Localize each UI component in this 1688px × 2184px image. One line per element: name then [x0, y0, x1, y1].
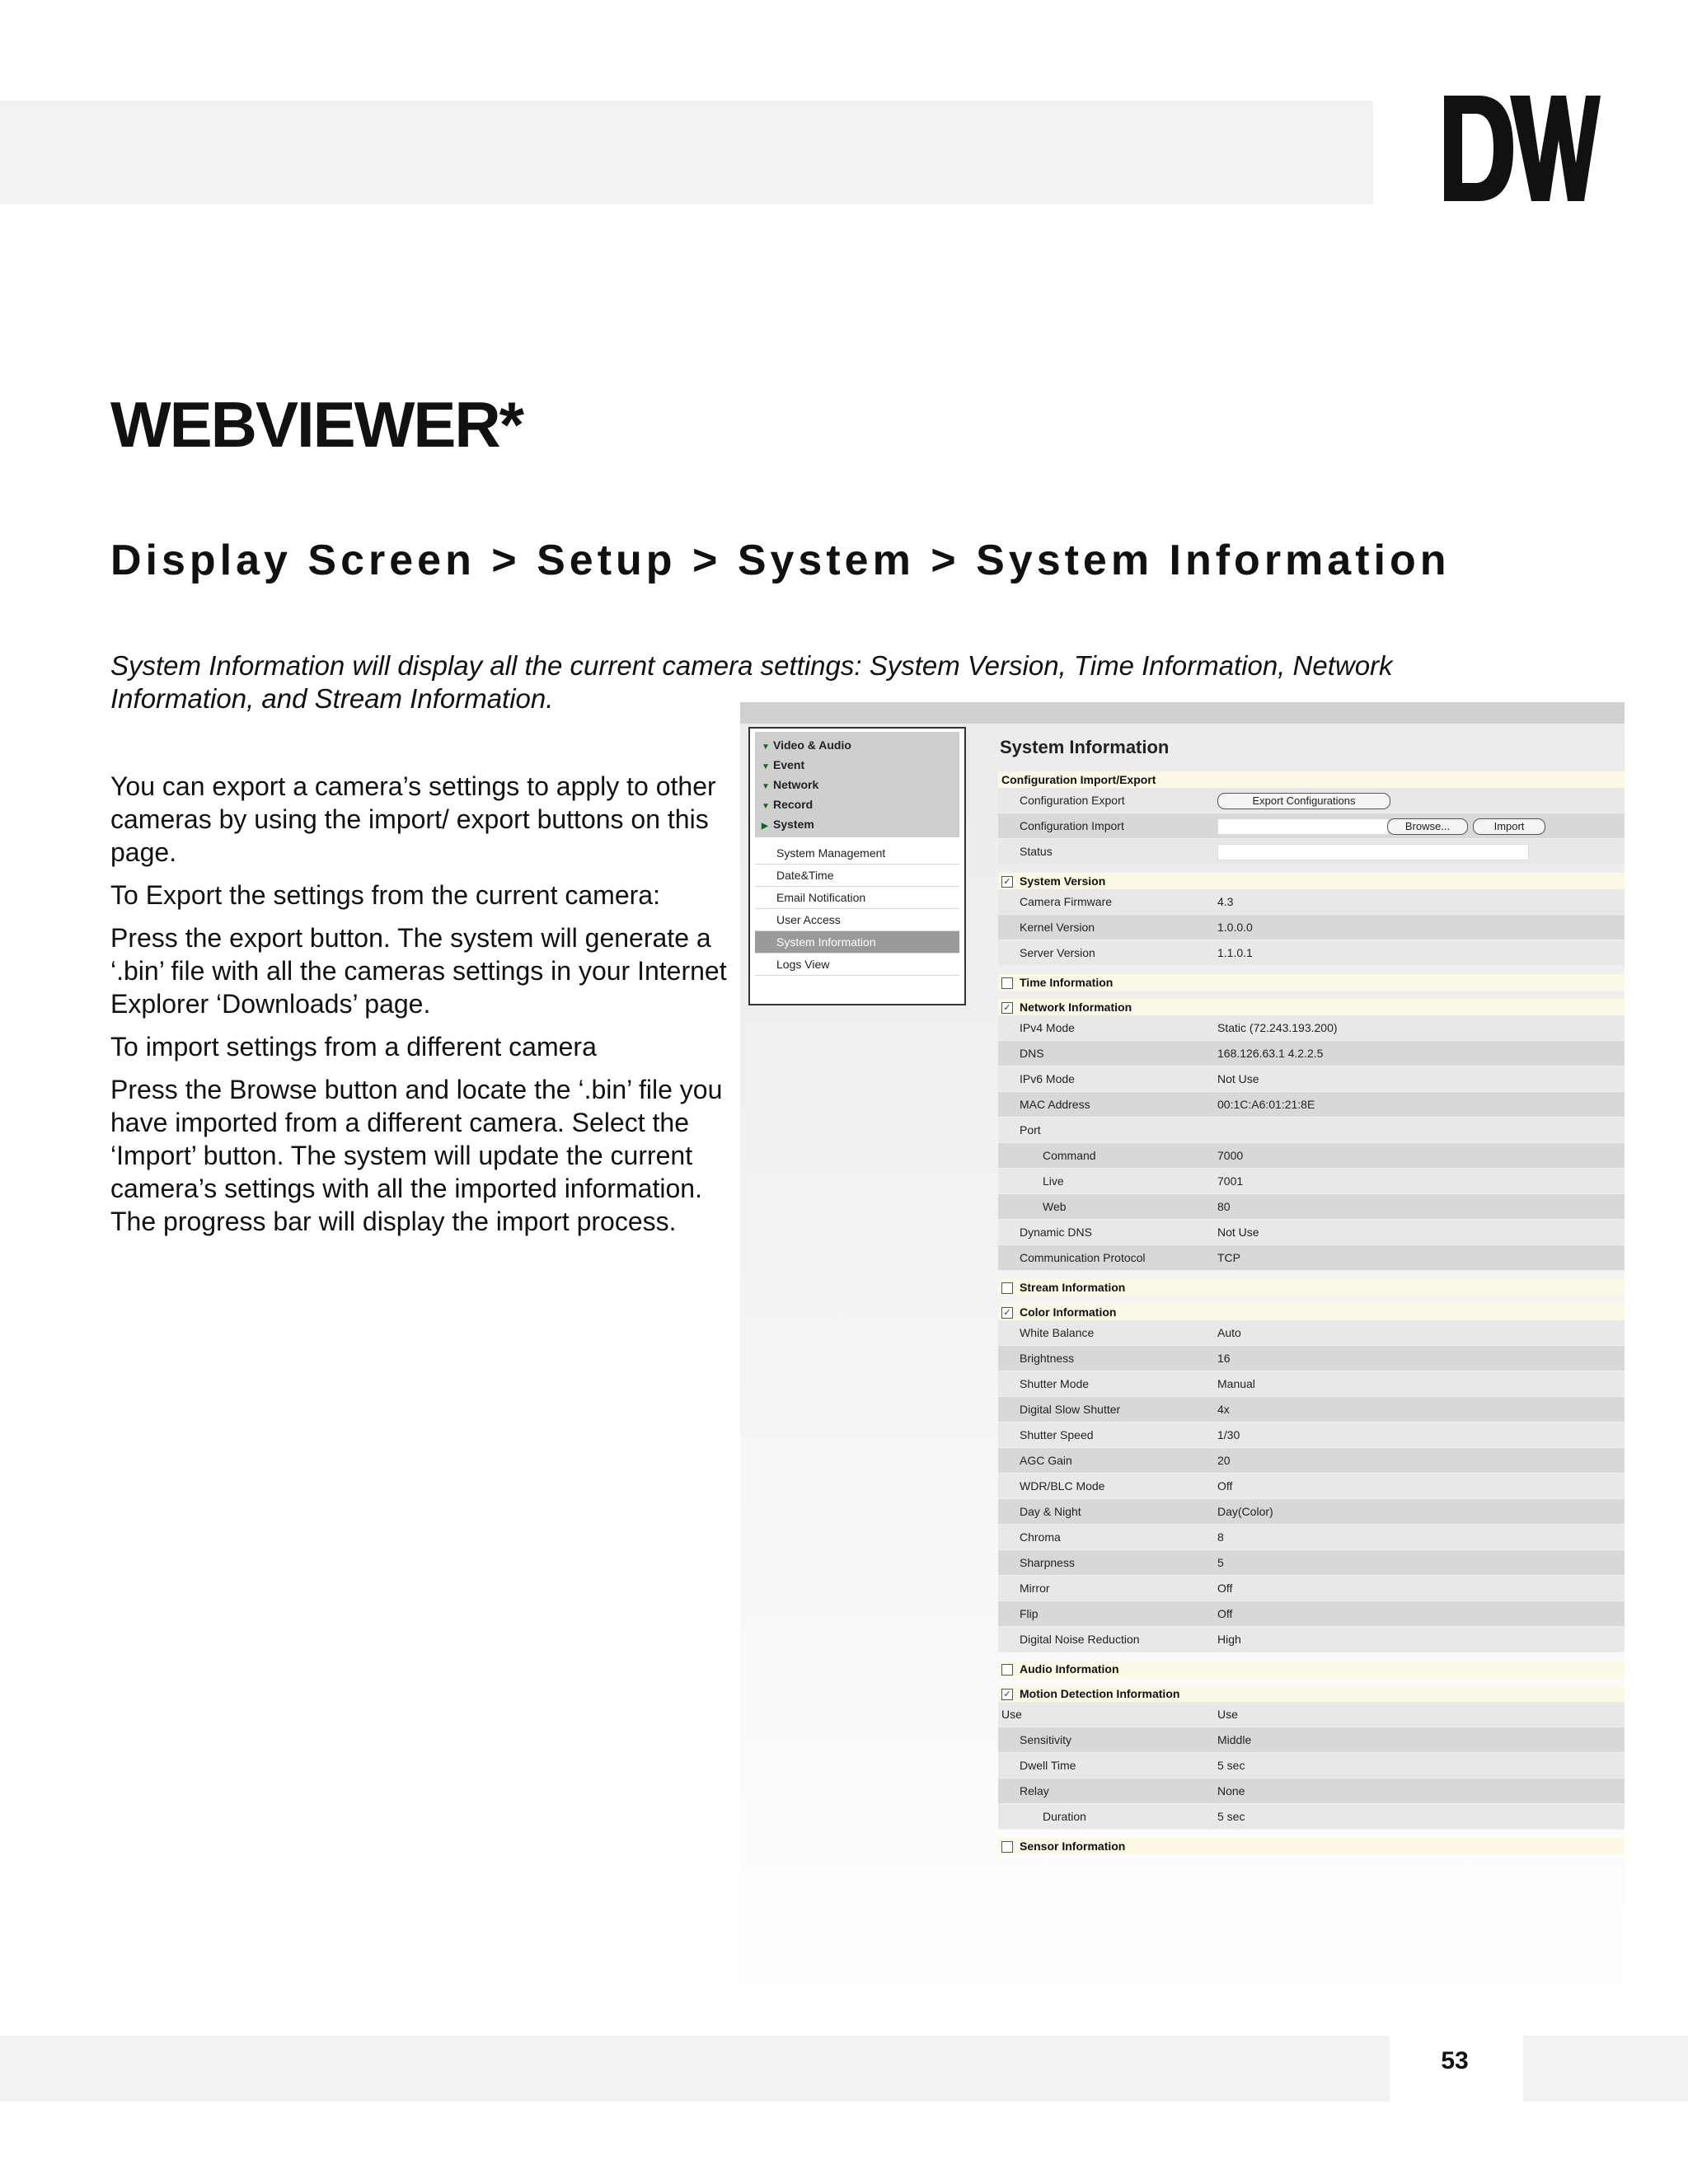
paragraph-export-intro: You can export a camera’s settings to apply to other cameras by using the import/ export buttons on this page. — [110, 771, 716, 867]
info-key: WDR/BLC Mode — [1020, 1479, 1105, 1493]
section-motion-detection[interactable]: ✓ Motion Detection Information — [998, 1685, 1625, 1702]
info-value: 4.3 — [1217, 895, 1234, 908]
info-row — [998, 1066, 1625, 1092]
section-sensor-information[interactable]: Sensor Information — [998, 1838, 1625, 1854]
info-key: IPv4 Mode — [1020, 1021, 1075, 1034]
info-key: Brightness — [1020, 1352, 1075, 1365]
system-information-panel — [998, 724, 1625, 1854]
info-key: Sharpness — [1020, 1556, 1075, 1569]
info-row — [998, 1015, 1625, 1041]
info-row — [998, 1779, 1625, 1804]
footer-band-right — [1523, 2036, 1688, 2102]
info-key: Relay — [1020, 1784, 1049, 1797]
info-value: Day(Color) — [1217, 1505, 1273, 1518]
info-row — [998, 1550, 1625, 1576]
paragraph-import-steps: Press the Browse button and locate the ‘.bin’ file you have imported from a different camera. Select the ‘Import’ button. The system will update the current camera’s settings with all the imported information. — [110, 1075, 723, 1203]
info-row — [998, 940, 1625, 966]
dw-logo — [1444, 96, 1601, 201]
info-value: 1.0.0.0 — [1217, 921, 1253, 934]
info-key: Mirror — [1020, 1582, 1050, 1595]
browse-button[interactable]: Browse... — [1387, 818, 1468, 835]
paragraph-import-heading: To import settings from a different camera — [110, 1032, 597, 1062]
info-key: Use — [1001, 1708, 1022, 1721]
page-title: WEBVIEWER* — [110, 388, 523, 461]
import-button[interactable]: Import — [1473, 818, 1545, 835]
info-row — [998, 1474, 1625, 1499]
info-row — [998, 1448, 1625, 1474]
info-row — [998, 1525, 1625, 1550]
info-key: Port — [1020, 1123, 1041, 1137]
info-value: Not Use — [1217, 1226, 1259, 1239]
export-configurations-button[interactable]: Export Configurations — [1217, 793, 1390, 809]
import-progress-bar — [1217, 844, 1529, 860]
info-row — [998, 889, 1625, 915]
info-value: 16 — [1217, 1352, 1231, 1365]
section-color-information[interactable]: ✓ Color Information — [998, 1304, 1625, 1320]
info-value: 7000 — [1217, 1149, 1244, 1162]
info-value: Middle — [1217, 1733, 1252, 1746]
row-status: Status — [998, 839, 1625, 865]
info-value: 4x — [1217, 1403, 1230, 1416]
info-key: AGC Gain — [1020, 1454, 1072, 1467]
collapse-arrow-icon: ▶ — [762, 822, 768, 831]
info-value: 1.1.0.1 — [1217, 946, 1253, 959]
info-row — [998, 1220, 1625, 1245]
row-configuration-import: Configuration Import Browse... Import — [998, 813, 1625, 839]
info-key: Dynamic DNS — [1020, 1226, 1092, 1239]
info-value: Static (72.243.193.200) — [1217, 1021, 1338, 1034]
info-key: Shutter Mode — [1020, 1377, 1090, 1390]
info-row — [998, 1753, 1625, 1779]
info-key: DNS — [1020, 1047, 1044, 1060]
info-key: Camera Firmware — [1020, 895, 1113, 908]
info-key: Flip — [1020, 1607, 1039, 1620]
info-value: TCP — [1217, 1251, 1240, 1264]
info-row — [998, 1727, 1625, 1753]
checkbox-unchecked-icon[interactable] — [1001, 1664, 1013, 1675]
sidebar-item-date-time[interactable]: Date&Time — [755, 865, 959, 887]
info-value: Off — [1217, 1479, 1233, 1493]
info-key: MAC Address — [1020, 1098, 1090, 1111]
info-value: Use — [1217, 1708, 1238, 1721]
color-information-rows — [998, 1320, 1625, 1652]
info-value: Off — [1217, 1607, 1233, 1620]
section-stream-information[interactable]: Stream Information — [998, 1279, 1625, 1296]
info-value: 7001 — [1217, 1174, 1244, 1188]
row-configuration-export: Configuration Export Export Configurations — [998, 788, 1625, 813]
info-key: Shutter Speed — [1020, 1428, 1094, 1441]
info-value: 80 — [1217, 1200, 1231, 1213]
info-value: 8 — [1217, 1530, 1224, 1544]
info-row — [998, 1576, 1625, 1601]
info-row — [998, 1169, 1625, 1194]
info-row — [998, 1804, 1625, 1830]
header-band — [0, 101, 1373, 204]
webviewer-screenshot — [740, 702, 1625, 2008]
info-value: 1/30 — [1217, 1428, 1240, 1441]
sidebar-item-system-information[interactable]: System Information — [755, 931, 959, 954]
info-key: Sensitivity — [1020, 1733, 1072, 1746]
info-value: 5 sec — [1217, 1810, 1245, 1823]
info-value: High — [1217, 1633, 1241, 1646]
info-row — [998, 1627, 1625, 1652]
info-row — [998, 1397, 1625, 1422]
sidebar-categories — [755, 732, 959, 837]
info-value: 5 sec — [1217, 1759, 1245, 1772]
info-key: Kernel Version — [1020, 921, 1095, 934]
info-key: Live — [1043, 1174, 1064, 1188]
expand-arrow-icon: ▼ — [762, 782, 770, 791]
info-key: Digital Noise Reduction — [1020, 1633, 1140, 1646]
sidebar-item-system-management[interactable]: System Management — [755, 842, 959, 865]
sidebar-item-logs-view[interactable]: Logs View — [755, 954, 959, 976]
info-key: Command — [1043, 1149, 1096, 1162]
info-value: Off — [1217, 1582, 1233, 1595]
motion-detection-rows — [998, 1702, 1625, 1830]
checkbox-unchecked-icon[interactable] — [1001, 1841, 1013, 1853]
sidebar-item-email-notification[interactable]: Email Notification — [755, 887, 959, 909]
info-row — [998, 915, 1625, 940]
info-row — [998, 1245, 1625, 1271]
instructions — [110, 770, 727, 1238]
info-row — [998, 1143, 1625, 1169]
sidebar-category-record[interactable]: ▼ Record — [755, 794, 959, 814]
info-key: White Balance — [1020, 1326, 1095, 1339]
section-time-information[interactable]: Time Information — [998, 974, 1625, 991]
breadcrumb: Display Screen > Setup > System > System Information — [110, 537, 1451, 584]
section-system-version[interactable]: ✓ System Version — [998, 873, 1625, 889]
info-row — [998, 1092, 1625, 1118]
info-value: 5 — [1217, 1556, 1224, 1569]
info-row — [998, 1346, 1625, 1371]
checkbox-unchecked-icon[interactable] — [1001, 1282, 1013, 1294]
info-value: Auto — [1217, 1326, 1241, 1339]
checkbox-checked-icon[interactable]: ✓ — [1001, 876, 1013, 888]
checkbox-checked-icon[interactable]: ✓ — [1001, 1002, 1013, 1014]
info-value: Manual — [1217, 1377, 1255, 1390]
info-row — [998, 1601, 1625, 1627]
info-key: Web — [1043, 1200, 1067, 1213]
info-key: Digital Slow Shutter — [1020, 1403, 1121, 1416]
info-key: Duration — [1043, 1810, 1086, 1823]
sidebar-category-system[interactable]: ▶ System — [755, 814, 959, 834]
system-version-rows — [998, 889, 1625, 966]
expand-arrow-icon: ▼ — [762, 743, 770, 752]
network-information-rows — [998, 1015, 1625, 1271]
info-key: IPv6 Mode — [1020, 1072, 1075, 1085]
info-row — [998, 1371, 1625, 1397]
info-row — [998, 1422, 1625, 1448]
sidebar-category-video-audio[interactable]: ▼ Video & Audio — [755, 735, 959, 755]
intro-text: System Information will display all the current camera settings: System Version, Time Information, Network Information, and Stream Information. — [110, 650, 1393, 714]
expand-arrow-icon: ▼ — [762, 802, 770, 811]
info-key: Chroma — [1020, 1530, 1061, 1544]
paragraph-export-heading: To Export the settings from the current camera: — [110, 880, 660, 910]
info-row — [998, 1499, 1625, 1525]
info-value: 168.126.63.1 4.2.2.5 — [1217, 1047, 1324, 1060]
checkbox-checked-icon[interactable]: ✓ — [1001, 1689, 1013, 1700]
expand-arrow-icon: ▼ — [762, 762, 770, 771]
sidebar-category-network[interactable]: ▼ Network — [755, 775, 959, 794]
info-value: 20 — [1217, 1454, 1231, 1467]
info-key: Communication Protocol — [1020, 1251, 1146, 1264]
footer-band — [0, 2036, 1390, 2102]
section-configuration: Configuration Import/Export — [998, 771, 1625, 788]
info-value: None — [1217, 1784, 1245, 1797]
info-row — [998, 1041, 1625, 1066]
sidebar-category-event[interactable]: ▼ Event — [755, 755, 959, 775]
info-row — [998, 1194, 1625, 1220]
screenshot-top-bar — [740, 702, 1625, 724]
import-file-field[interactable] — [1217, 818, 1389, 835]
paragraph-export-steps: Press the export button. The system will generate a ‘.bin’ file with all the cameras settings in your Internet Explorer ‘Downloads’ page. — [110, 923, 727, 1019]
info-value: Not Use — [1217, 1072, 1259, 1085]
paragraph-progress: The progress bar will display the import process. — [110, 1207, 677, 1236]
setup-sidebar — [748, 727, 966, 1005]
section-network-information[interactable]: ✓ Network Information — [998, 999, 1625, 1015]
info-key: Dwell Time — [1020, 1759, 1076, 1772]
info-row — [998, 1320, 1625, 1346]
info-key: Day & Night — [1020, 1505, 1081, 1518]
info-row — [998, 1702, 1625, 1727]
checkbox-unchecked-icon[interactable] — [1001, 977, 1013, 989]
sidebar-item-user-access[interactable]: User Access — [755, 909, 959, 931]
checkbox-checked-icon[interactable]: ✓ — [1001, 1307, 1013, 1319]
section-audio-information[interactable]: Audio Information — [998, 1661, 1625, 1677]
page-number: 53 — [1441, 2047, 1469, 2074]
info-value: 00:1C:A6:01:21:8E — [1217, 1098, 1315, 1111]
panel-title: System Information — [1000, 737, 1170, 757]
info-row — [998, 1118, 1625, 1143]
info-key: Server Version — [1020, 946, 1095, 959]
